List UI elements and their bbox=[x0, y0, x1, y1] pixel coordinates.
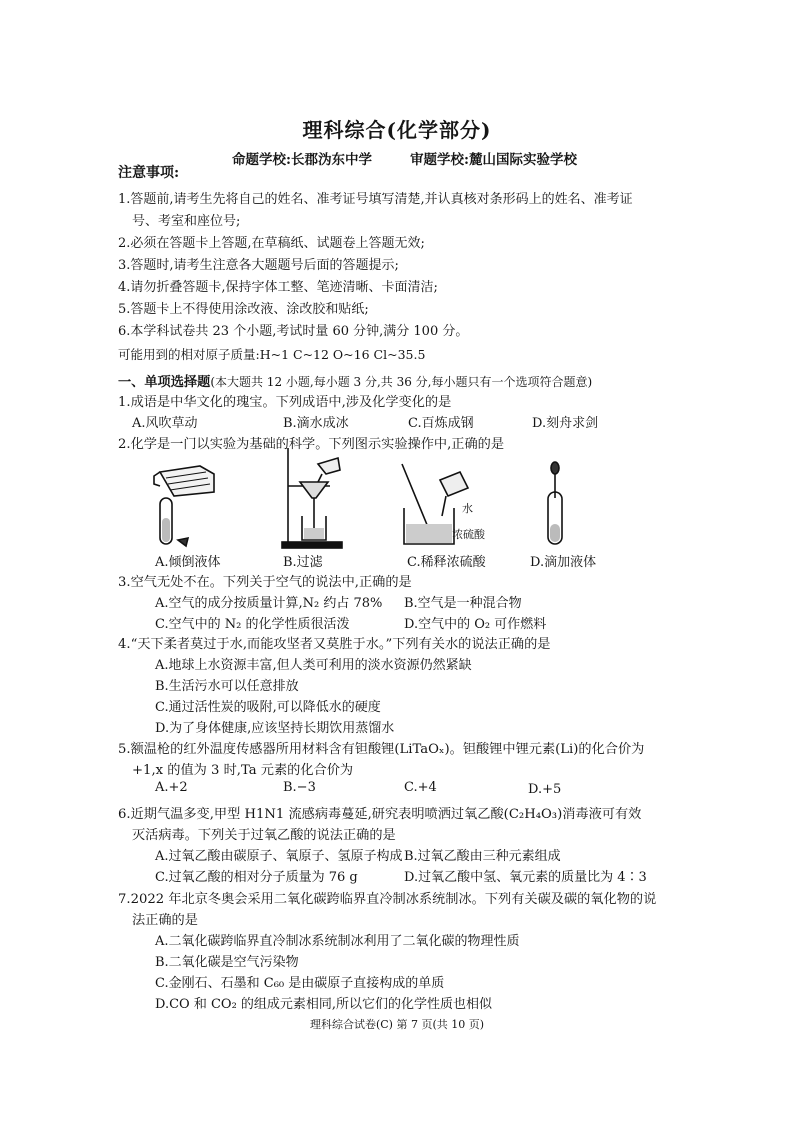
q2-option-c[interactable]: C.稀释浓硫酸 bbox=[407, 555, 486, 570]
q4-option-a[interactable]: A.地球上水资源丰富,但人类可利用的淡水资源仍然紧缺 bbox=[155, 658, 472, 673]
q5-option-c[interactable]: C.+4 bbox=[404, 780, 437, 795]
figure-dropper bbox=[540, 458, 570, 550]
q5-option-b[interactable]: B.−3 bbox=[283, 780, 316, 795]
notice-item: 1.答题前,请考生先将自己的姓名、准考证号填写清楚,并认真核对条形码上的姓名、准考证 bbox=[118, 192, 633, 207]
q3-option-d[interactable]: D.空气中的 O₂ 可作燃料 bbox=[404, 617, 547, 632]
question-5-stem: 5.额温枪的红外温度传感器所用材料含有钽酸锂(LiTaOₓ)。钽酸锂中锂元素(Li)的化合价为 bbox=[118, 742, 645, 757]
q7-option-c[interactable]: C.金刚石、石墨和 C₆₀ 是由碳原子直接构成的单质 bbox=[155, 976, 445, 991]
q6-option-c[interactable]: C.过氧乙酸的相对分子质量为 76 g bbox=[155, 870, 358, 885]
q4-option-d[interactable]: D.为了身体健康,应该坚持长期饮用蒸馏水 bbox=[155, 721, 395, 736]
notice-item: 4.请勿折叠答题卡,保持字体工整、笔迹清晰、卡面清洁; bbox=[118, 280, 438, 295]
notice-item: 号、考室和座位号; bbox=[132, 214, 241, 229]
question-2-stem: 2.化学是一门以实验为基础的科学。下列图示实验操作中,正确的是 bbox=[118, 437, 505, 452]
question-6-stem: 6.近期气温多变,甲型 H1N1 流感病毒蔓延,研究表明喷洒过氧乙酸(C₂H₄O₃)消毒液可有效 bbox=[118, 807, 642, 822]
notice-heading: 注意事项: bbox=[118, 165, 180, 181]
q3-option-c[interactable]: C.空气中的 N₂ 的化学性质很活泼 bbox=[155, 617, 350, 632]
q1-option-c[interactable]: C.百炼成钢 bbox=[408, 416, 474, 431]
question-7-stem-cont: 法正确的是 bbox=[132, 913, 198, 928]
q7-option-b[interactable]: B.二氧化碳是空气污染物 bbox=[155, 955, 299, 970]
q3-option-a[interactable]: A.空气的成分按质量计算,N₂ 约占 78% bbox=[155, 596, 383, 611]
figure-pouring-liquid bbox=[148, 458, 228, 550]
q6-option-b[interactable]: B.过氧乙酸由三种元素组成 bbox=[404, 849, 561, 864]
q4-option-b[interactable]: B.生活污水可以任意排放 bbox=[155, 679, 299, 694]
section-note: (本大题共 12 小题,每小题 3 分,共 36 分,每小题只有一个选项符合题意) bbox=[210, 375, 593, 389]
q2-option-b[interactable]: B.过滤 bbox=[283, 555, 323, 570]
question-1-stem: 1.成语是中华文化的瑰宝。下列成语中,涉及化学变化的是 bbox=[118, 395, 452, 410]
q6-option-d[interactable]: D.过氧乙酸中氢、氧元素的质量比为 4∶3 bbox=[404, 870, 647, 885]
q4-option-c[interactable]: C.通过活性炭的吸附,可以降低水的硬度 bbox=[155, 700, 381, 715]
reviewer-school: 审题学校:麓山国际实验学校 bbox=[410, 152, 577, 168]
q7-option-d[interactable]: D.CO 和 CO₂ 的组成元素相同,所以它们的化学性质也相似 bbox=[155, 997, 493, 1012]
notice-item: 2.必须在答题卡上答题,在草稿纸、试题卷上答题无效; bbox=[118, 236, 425, 251]
q6-option-a[interactable]: A.过氧乙酸由碳原子、氧原子、氢原子构成 bbox=[155, 849, 403, 864]
q5-option-a[interactable]: A.+2 bbox=[155, 780, 188, 795]
q5-option-d[interactable]: D.+5 bbox=[528, 782, 562, 797]
question-3-stem: 3.空气无处不在。下列关于空气的说法中,正确的是 bbox=[118, 575, 412, 590]
section-title: 一、单项选择题 bbox=[118, 375, 211, 390]
section-heading bbox=[118, 371, 592, 390]
q1-option-d[interactable]: D.刻舟求剑 bbox=[532, 416, 599, 431]
question-4-stem: 4.“天下柔者莫过于水,而能攻坚者又莫胜于水。”下列有关水的说法正确的是 bbox=[118, 637, 551, 652]
question-5-stem-cont: +1,x 的值为 3 时,Ta 元素的化合价为 bbox=[132, 763, 354, 778]
q1-option-a[interactable]: A.风吹草动 bbox=[132, 416, 198, 431]
figure-filtration bbox=[278, 444, 348, 550]
notice-item: 6.本学科试卷共 23 个小题,考试时量 60 分钟,满分 100 分。 bbox=[118, 324, 469, 339]
q1-option-b[interactable]: B.滴水成冰 bbox=[283, 416, 349, 431]
page-footer: 理科综合试卷(C) 第 7 页(共 10 页) bbox=[309, 1018, 485, 1031]
author-school: 命题学校:长郡沩东中学 bbox=[232, 152, 372, 168]
question-6-stem-cont: 灭活病毒。下列关于过氧乙酸的说法正确的是 bbox=[132, 828, 396, 843]
q2-option-d[interactable]: D.滴加液体 bbox=[530, 555, 597, 570]
notice-item: 5.答题卡上不得使用涂改液、涂改胶和贴纸; bbox=[118, 302, 369, 317]
atomic-masses: 可能用到的相对原子质量:H~1 C~12 O~16 Cl~35.5 bbox=[118, 347, 426, 362]
q3-option-b[interactable]: B.空气是一种混合物 bbox=[404, 596, 522, 611]
q2-option-a[interactable]: A.倾倒液体 bbox=[155, 555, 221, 570]
q7-option-a[interactable]: A.二氧化碳跨临界直冷制冰系统制冰利用了二氧化碳的物理性质 bbox=[155, 934, 520, 949]
page-title: 理科综合(化学部分) bbox=[302, 118, 492, 142]
label-water: 水 bbox=[462, 502, 473, 515]
question-7-stem: 7.2022 年北京冬奥会采用二氧化碳跨临界直冷制冰系统制冰。下列有关碳及碳的氧化物的说 bbox=[118, 892, 657, 907]
notice-item: 3.答题时,请考生注意各大题题号后面的答题提示; bbox=[118, 258, 399, 273]
label-concentrated-acid: 浓硫酸 bbox=[452, 528, 485, 541]
